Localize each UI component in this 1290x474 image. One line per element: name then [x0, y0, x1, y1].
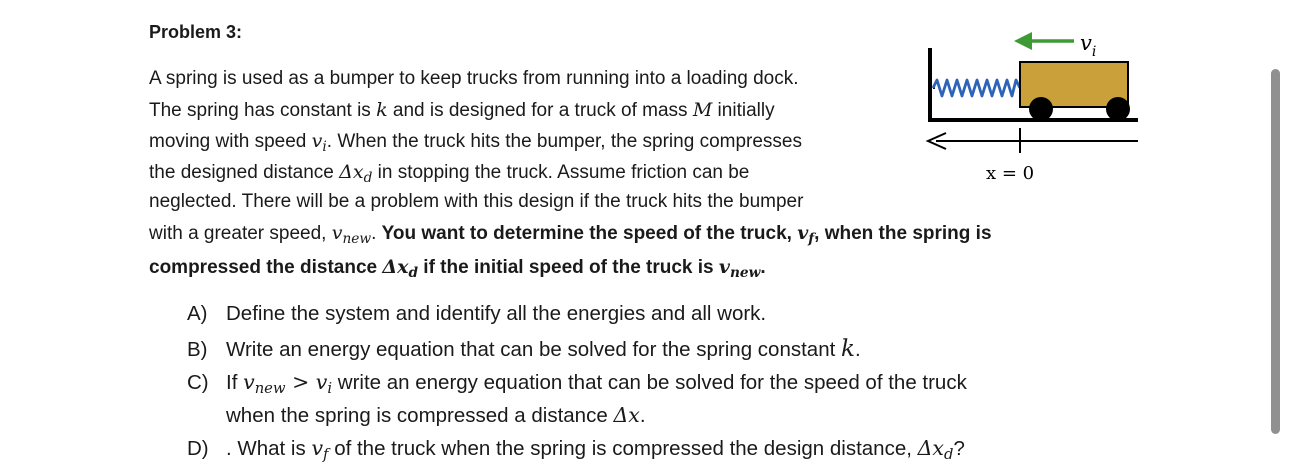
question-text: write an energy equation that can be solved for the speed of the truck [332, 371, 967, 394]
paragraph-bold-text: if the initial speed of the truck is [418, 257, 719, 278]
paragraph-text: A spring is used as a bumper to keep trucks from running into a loading dock. [149, 68, 799, 89]
paragraph-text: moving with speed [149, 131, 312, 152]
final-speed-symbol: $v_f$ [797, 222, 815, 247]
truck-wheel-front [1029, 97, 1053, 121]
paragraph-line [149, 160, 749, 185]
paragraph-text: . [371, 223, 382, 244]
paragraph-bold-text: , when the spring is [814, 223, 992, 244]
question-letter: D) [187, 437, 209, 460]
paragraph-text: in stopping the truck. Assume friction can be [372, 162, 750, 183]
paragraph-line [149, 129, 802, 154]
vertical-scrollbar[interactable] [1271, 69, 1280, 434]
distance-symbol: Δx [613, 403, 640, 427]
question-b [187, 336, 861, 363]
paragraph-line [149, 67, 799, 91]
question-text: . [639, 404, 646, 427]
paragraph-bold-text: You want to determine the speed of the truck, [381, 223, 798, 244]
paragraph-text: initially [712, 100, 775, 121]
question-text: If [226, 371, 244, 394]
paragraph-text: . When the truck hits the bumper, the spring compresses [326, 131, 802, 152]
paragraph-line [149, 221, 992, 246]
question-a [187, 301, 766, 327]
new-speed-symbol: $v_{new}$ [243, 370, 286, 398]
problem-title: Problem 3: [149, 22, 243, 42]
greater-than-symbol: > [285, 370, 316, 394]
spring-truck-diagram [920, 20, 1145, 190]
spring-constant-symbol: k [376, 99, 388, 121]
question-letter: C) [187, 371, 209, 394]
initial-speed-symbol: $v_i$ [311, 130, 327, 155]
paragraph-line [149, 255, 766, 280]
question-text: ? [953, 437, 965, 460]
question-text: Write an energy equation that can be solved for the spring constant [226, 338, 841, 361]
velocity-arrowhead [1014, 32, 1032, 50]
origin-label: x = 0 [986, 163, 1035, 184]
velocity-label: $v_i$ [1080, 31, 1097, 60]
question-text: . What is [226, 437, 312, 460]
question-c-continuation [226, 402, 646, 429]
question-letter: B) [187, 338, 208, 361]
paragraph-bold-text: compressed the distance [149, 257, 383, 278]
design-distance-symbol: $\Delta x_d$ [339, 161, 373, 186]
design-distance-symbol: $\Delta x_d$ [917, 436, 954, 464]
truck-wheel-rear [1106, 97, 1130, 121]
final-speed-symbol: $v_f$ [311, 436, 329, 464]
question-letter: A) [187, 302, 208, 325]
paragraph-text: neglected. There will be a problem with this design if the truck hits the bumper [149, 191, 804, 212]
paragraph-text: with a greater speed, [149, 223, 332, 244]
paragraph-text: the designed distance [149, 162, 340, 183]
paragraph-bold-text: . [760, 257, 766, 278]
question-d [187, 435, 965, 462]
paragraph-line [149, 98, 775, 123]
paragraph-text: The spring has constant is [149, 100, 377, 121]
question-text: of the truck when the spring is compressed the design distance, [328, 437, 918, 460]
design-distance-symbol: $\Delta x_d$ [382, 256, 419, 281]
question-text: when the spring is compressed a distance [226, 404, 614, 427]
new-speed-symbol: $v_{new}$ [331, 222, 372, 247]
question-text: . [854, 338, 861, 361]
mass-symbol: M [692, 99, 713, 121]
paragraph-line [149, 190, 803, 214]
spring [933, 80, 1020, 96]
question-c [187, 369, 967, 396]
question-text: Define the system and identify all the energies and all work. [226, 302, 767, 325]
spring-constant-symbol: k [841, 336, 855, 362]
new-speed-symbol: $v_{new}$ [718, 256, 761, 281]
paragraph-text: and is designed for a truck of mass [387, 100, 693, 121]
initial-speed-symbol: $v_i$ [315, 370, 333, 398]
